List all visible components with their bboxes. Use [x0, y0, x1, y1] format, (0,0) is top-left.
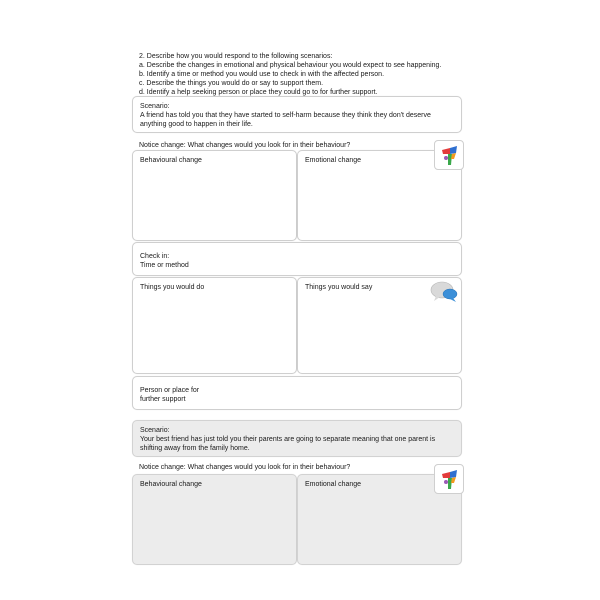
scenario-text: shifting away from the family home.: [140, 445, 250, 452]
colorful-figure-icon: [434, 140, 464, 170]
scenario-text: A friend has told you that they have started to self-harm because they think they don't deserve: [140, 112, 431, 119]
behavioural-change-box[interactable]: [132, 150, 297, 241]
scenario-label: Scenario:: [140, 427, 170, 434]
behavioural-change-box[interactable]: [132, 474, 297, 565]
instruction-line: a. Describe the changes in emotional and physical behaviour you would expect to see happening.: [139, 62, 442, 69]
behavioural-change-label: Behavioural change: [140, 157, 202, 164]
instruction-line: d. Identify a help seeking person or place they could go to for further support.: [139, 89, 378, 96]
check-in-sublabel: Time or method: [140, 262, 189, 269]
check-in-label: Check in:: [140, 253, 170, 260]
scenario-box-2: [132, 420, 462, 457]
scenario-label: Scenario:: [140, 103, 170, 110]
support-box[interactable]: [132, 376, 462, 410]
things-say-label: Things you would say: [305, 284, 373, 291]
emotional-change-label: Emotional change: [305, 481, 362, 488]
behavioural-change-label: Behavioural change: [140, 481, 202, 488]
instructions: [139, 52, 441, 97]
things-do-box[interactable]: [132, 277, 297, 374]
instruction-line: b. Identify a time or method you would use to check in with the affected person.: [139, 71, 385, 78]
scenario-box-1: [132, 96, 462, 133]
scenario-text: Your best friend has just told you their parents are going to separate meaning that one parent is: [140, 436, 436, 443]
things-do-label: Things you would do: [140, 284, 205, 291]
colorful-figure-icon: [434, 464, 464, 494]
instruction-line: c. Describe the things you would do or say to support them.: [139, 80, 324, 87]
speech-bubbles-icon: [428, 277, 462, 305]
emotional-change-label: Emotional change: [305, 157, 362, 164]
instruction-line: 2. Describe how you would respond to the following scenarios:: [139, 53, 333, 60]
support-sublabel: further support: [140, 396, 186, 403]
notice-change-label: Notice change: What changes would you look for in their behaviour?: [139, 464, 351, 471]
scenario-text: anything good to happen in their life.: [140, 121, 253, 128]
notice-change-label: Notice change: What changes would you look for in their behaviour?: [139, 142, 351, 149]
support-label: Person or place for: [140, 387, 200, 394]
check-in-box[interactable]: [132, 242, 462, 276]
